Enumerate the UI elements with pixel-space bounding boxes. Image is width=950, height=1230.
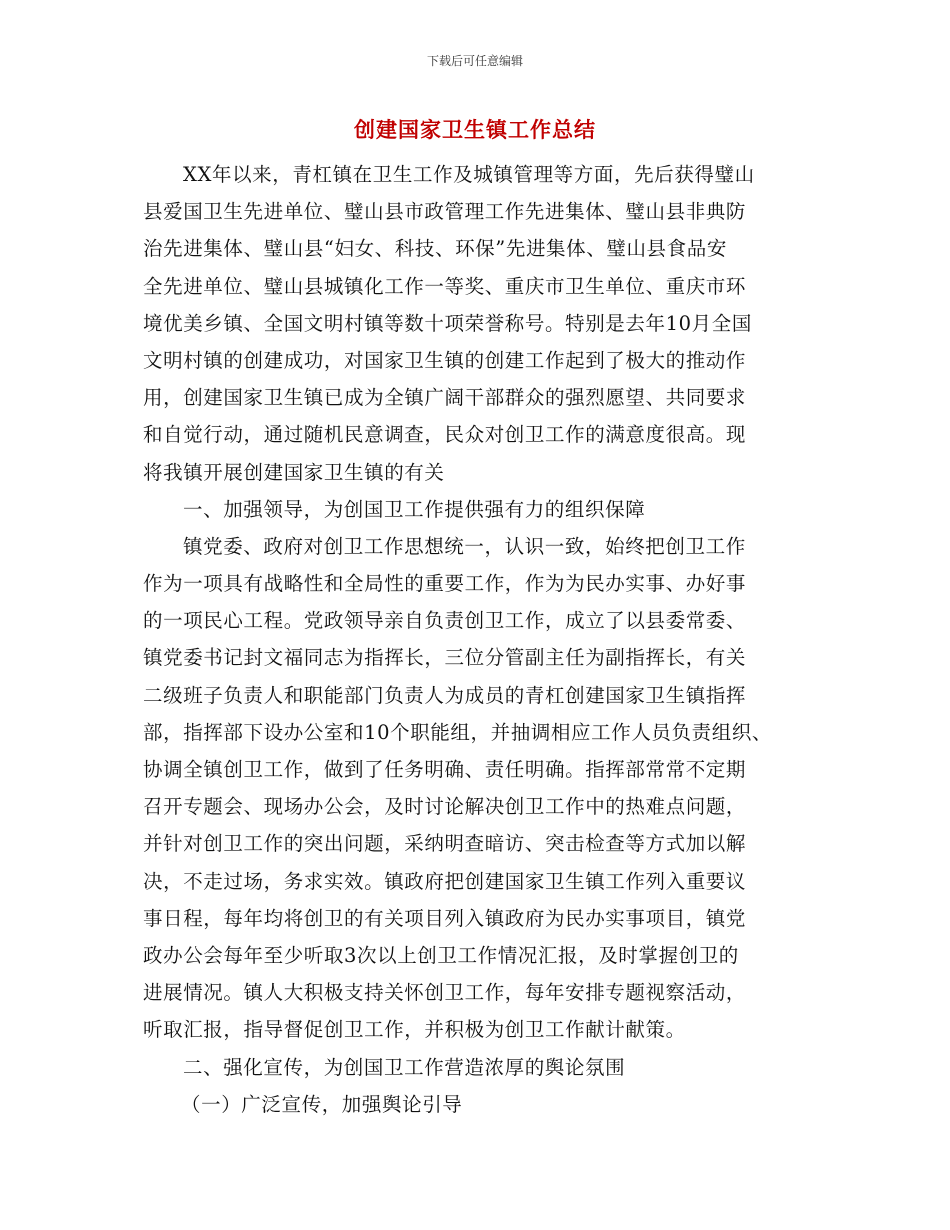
body-line: 作为一项具有战略性和全局性的重要工作，作为为民办实事、办好事 [143, 572, 747, 596]
body-line: 镇党委、政府对创卫工作思想统一，认识一致，始终把创卫工作 [183, 534, 746, 558]
body-line: 召开专题会、现场办公会，及时讨论解决创卫工作中的热难点问题， [143, 795, 747, 819]
body-line: 和自觉行动，通过随机民意调查，民众对创卫工作的满意度很高。现 [143, 423, 747, 447]
header-note: 下载后可任意编辑 [426, 54, 523, 68]
body-line: XX年以来，青杠镇在卫生工作及城镇管理等方面，先后获得璧山 [183, 163, 755, 186]
document-body [143, 156, 823, 1123]
body-line: 镇党委书记封文福同志为指挥长，三位分管副主任为副指挥长，有关 [143, 646, 747, 670]
body-line: 县爱国卫生先进单位、璧山县市政管理工作先进集体、璧山县非典防 [143, 200, 747, 224]
body-line: 听取汇报，指导督促创卫工作，并积极为创卫工作献计献策。 [143, 1018, 686, 1042]
body-line: （一）广泛宣传，加强舆论引导 [181, 1092, 463, 1116]
body-line: 将我镇开展创建国家卫生镇的有关 [143, 460, 445, 484]
body-line: 事日程，每年均将创卫的有关项目列入镇政府为民办实事项目，镇党 [143, 906, 747, 930]
body-line: 治先进集体、璧山县“妇女、科技、环保”先进集体、璧山县食品安 [143, 237, 727, 261]
body-line: 并针对创卫工作的突出问题，采纳明查暗访、突击检查等方式加以解 [143, 832, 747, 856]
body-line: 境优美乡镇、全国文明村镇等数十项荣誉称号。特别是去年10月全国 [143, 311, 752, 335]
body-line: 的一项民心工程。党政领导亲自负责创卫工作，成立了以县委常委、 [143, 609, 747, 633]
document-title: 创建国家卫生镇工作总结 [354, 117, 596, 142]
body-line: 协调全镇创卫工作，做到了任务明确、责任明确。指挥部常常不定期 [143, 758, 747, 781]
body-line: 二级班子负责人和职能部门负责人为成员的青杠创建国家卫生镇指挥 [143, 683, 747, 707]
body-line: 一、加强领导，为创国卫工作提供强有力的组织保障 [183, 497, 646, 521]
body-line: 部，指挥部下设办公室和10个职能组，并抽调相应工作人员负责组织、 [143, 720, 773, 744]
body-line: 文明村镇的创建成功，对国家卫生镇的创建工作起到了极大的推动作 [143, 348, 747, 372]
body-line: 全先进单位、璧山县城镇化工作一等奖、重庆市卫生单位、重庆市环 [143, 274, 747, 298]
body-line: 用，创建国家卫生镇已成为全镇广阔干部群众的强烈愿望、共同要求 [143, 386, 747, 410]
body-line: 政办公会每年至少听取3次以上创卫工作情况汇报，及时掌握创卫的 [143, 943, 739, 967]
body-line: 二、强化宣传，为创国卫工作营造浓厚的舆论氛围 [183, 1055, 626, 1079]
body-line: 决，不走过场，务求实效。镇政府把创建国家卫生镇工作列入重要议 [143, 869, 747, 893]
body-line: 进展情况。镇人大积极支持关怀创卫工作，每年安排专题视察活动， [143, 981, 747, 1005]
